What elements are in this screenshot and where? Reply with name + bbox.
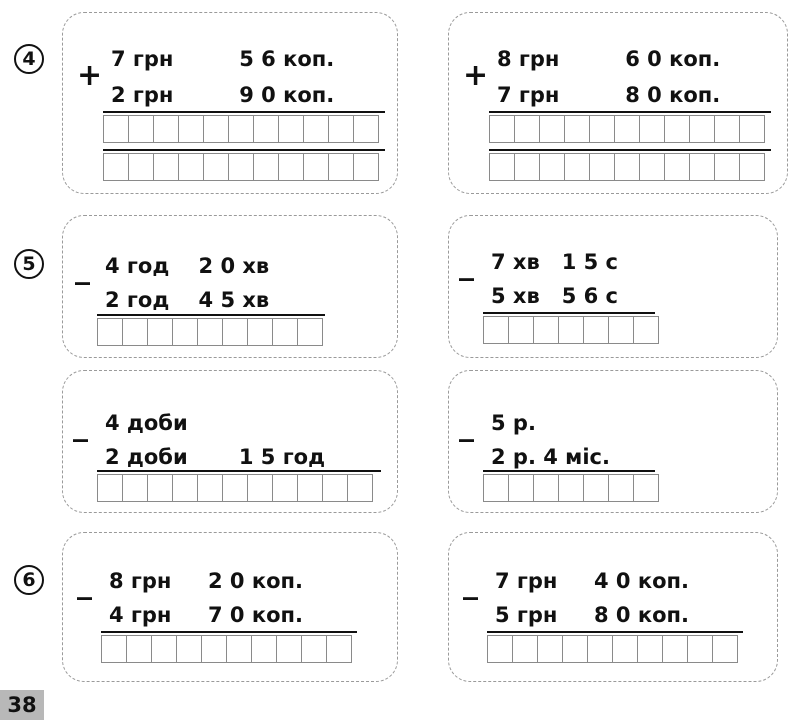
card-task4-left <box>62 12 398 194</box>
line1: 7 грн 4 0 коп. <box>495 569 690 593</box>
line1: 8 грн 2 0 коп. <box>109 569 304 593</box>
minus-operator: _ <box>77 566 92 601</box>
line2: 5 хв 5 6 с <box>491 284 618 308</box>
answer-boxes[interactable] <box>97 474 373 502</box>
line1: 7 грн 5 6 коп. <box>111 47 335 71</box>
result-line <box>101 631 357 633</box>
answer-boxes[interactable] <box>483 474 659 502</box>
result-line <box>103 111 385 113</box>
result-line <box>483 312 655 314</box>
card-task4-right <box>448 12 788 194</box>
result-line <box>97 470 381 472</box>
card-task5-c <box>62 370 398 513</box>
plus-operator: + <box>463 58 489 93</box>
line2: 2 год 4 5 хв <box>105 288 270 312</box>
line2: 5 грн 8 0 коп. <box>495 603 690 627</box>
answer-boxes[interactable] <box>487 635 738 663</box>
result-line <box>487 631 743 633</box>
line2: 2 доби 1 5 год <box>105 445 326 469</box>
card-task6-right <box>448 532 778 682</box>
line1: 4 год 2 0 хв <box>105 254 270 278</box>
answer-boxes-row2[interactable] <box>103 153 379 181</box>
answer-boxes-row1[interactable] <box>103 115 379 143</box>
result-line <box>483 470 655 472</box>
answer-boxes[interactable] <box>483 316 659 344</box>
result-line <box>97 314 325 316</box>
task-number-4: 4 <box>14 44 44 74</box>
card-task5-a <box>62 215 398 358</box>
line1: 8 грн 6 0 коп. <box>497 47 721 71</box>
line2: 2 р. 4 міс. <box>491 445 610 469</box>
minus-operator: _ <box>459 247 474 282</box>
card-task5-b <box>448 215 778 358</box>
card-task5-d <box>448 370 778 513</box>
answer-boxes-row2[interactable] <box>489 153 765 181</box>
answer-boxes-row1[interactable] <box>489 115 765 143</box>
minus-operator: _ <box>459 408 474 443</box>
plus-operator: + <box>77 58 103 93</box>
result-line <box>489 111 771 113</box>
task-number-6: 6 <box>14 565 44 595</box>
result-line-2 <box>489 149 771 151</box>
line2: 2 грн 9 0 коп. <box>111 83 335 107</box>
minus-operator: _ <box>463 566 478 601</box>
line1: 4 доби <box>105 411 188 435</box>
minus-operator: _ <box>75 251 90 286</box>
line1: 5 р. <box>491 411 536 435</box>
line2: 7 грн 8 0 коп. <box>497 83 721 107</box>
line2: 4 грн 7 0 коп. <box>109 603 304 627</box>
minus-operator: _ <box>73 408 88 443</box>
task-number-5: 5 <box>14 249 44 279</box>
answer-boxes[interactable] <box>97 318 323 346</box>
line1: 7 хв 1 5 с <box>491 250 618 274</box>
card-task6-left <box>62 532 398 682</box>
page-number: 38 <box>0 690 44 720</box>
answer-boxes[interactable] <box>101 635 352 663</box>
result-line-2 <box>103 149 385 151</box>
